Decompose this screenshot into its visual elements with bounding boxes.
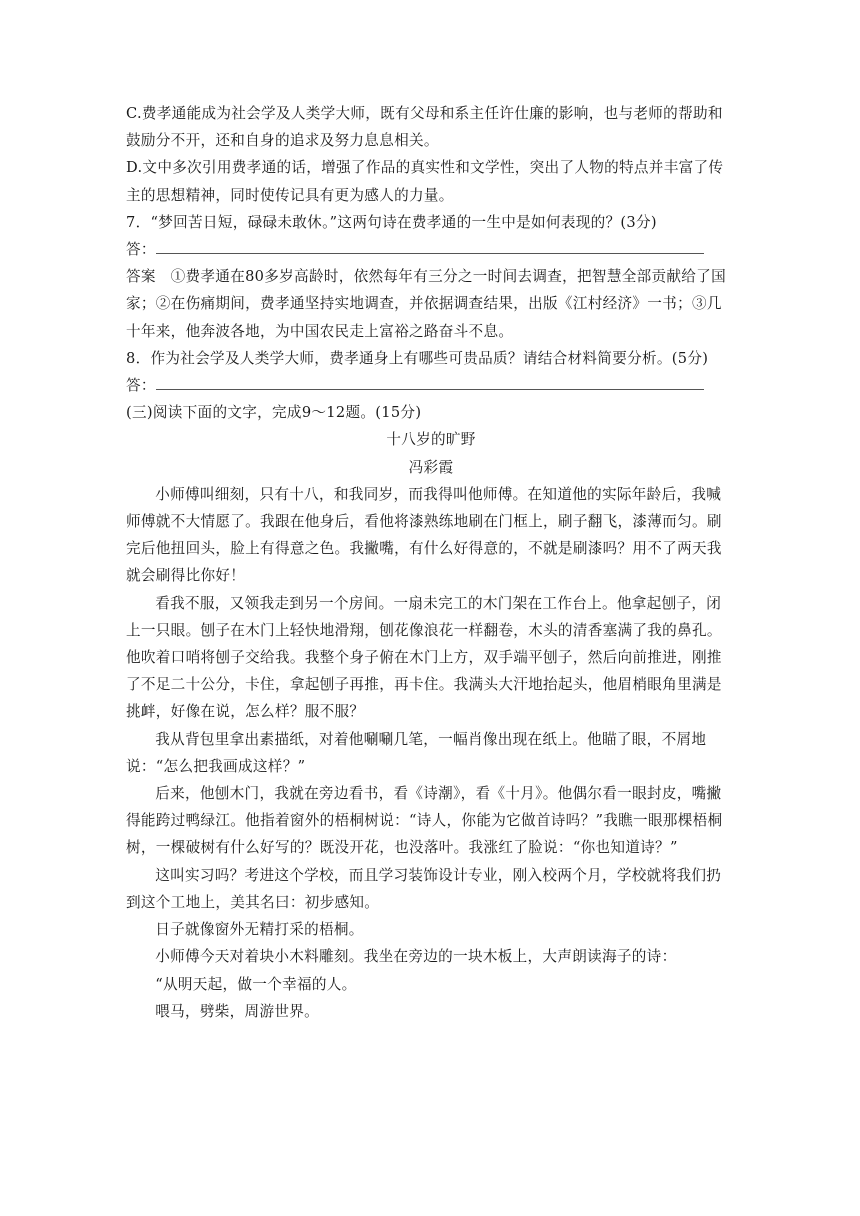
passage-paragraph: 看我不服，又领我走到另一个房间。一扇未完工的木门架在工作台上。他拿起刨子，闭上一只眼。刨子在木门上轻快地滑翔，刨花像浪花一样翻卷，木头的清香塞满了我的鼻孔。他吹着口哨将刨子交给我。我整个身子俯在木门上方，双手端平刨子，然后向前推进，刚推了不足二十公分，卡住，拿起刨子再推，再卡住。我满头大汗地抬起头，他眉梢眼角里满是挑衅，好像在说，怎么样？服不服？ (126, 594, 722, 721)
answer-key-7 (126, 263, 736, 345)
question-8: 8．作为社会学及人类学大师，费孝通身上有哪些可贵品质？请结合材料简要分析。(5分) (126, 349, 709, 367)
passage-paragraph: 小师傅叫细刻，只有十八，和我同岁，而我得叫他师傅。在知道他的实际年龄后，我喊师傅就不大情愿了。我跟在他身后，看他将漆熟练地刷在门框上，刷子翻飞，漆薄而匀。刷完后他扭回头，脸上有得意之色。我撇嘴，有什么好得意的，不就是刷漆吗？用不了两天我就会刷得比你好！ (126, 485, 722, 585)
answer-prefix: 答： (126, 377, 156, 395)
answer-blank[interactable] (156, 375, 704, 390)
passage-paragraph: 我从背包里拿出素描纸，对着他唰唰几笔，一幅肖像出现在纸上。他瞄了眼，不屑地说：“怎么把我画成这样？” (126, 730, 707, 775)
answer-key-text: ①费孝通在80多岁高龄时，依然每年有三分之一时间去调查，把智慧全部贡献给了国家；②在伤痛期间，费孝通坚持实地调查，并依据调查结果，出版《江村经济》一书；③几十年来，他奔波各地，为中国农民走上富裕之路奋斗不息。 (126, 268, 726, 340)
passage-paragraph: 小师傅今天对着块小木料雕刻。我坐在旁边的一块木板上，大声朗读海子的诗： (155, 948, 677, 966)
poem-line: “从明天起，做一个幸福的人。 (155, 975, 357, 993)
passage-author: 冯彩霞 (408, 458, 454, 476)
passage-paragraph: 这叫实习吗？考进这个学校，而且学习装饰设计专业，刚入校两个月，学校就将我们扔到这个工地上，美其名曰：初步感知。 (126, 866, 722, 911)
poem-line: 喂马，劈柴，周游世界。 (155, 1002, 320, 1020)
answer-line-7[interactable] (126, 236, 736, 263)
option-c: C.费孝通能成为社会学及人类学大师，既有父母和系主任许仕廉的影响，也与老师的帮助和鼓励分不开，还和自身的追求及努力息息相关。 (126, 105, 723, 150)
passage-title: 十八岁的旷野 (386, 431, 476, 449)
page-content (126, 100, 736, 1025)
passage-paragraph: 日子就像窗外无精打采的梧桐。 (155, 921, 364, 939)
passage-paragraph: 后来，他刨木门，我就在旁边看书，看《诗潮》，看《十月》。他偶尔看一眼封皮，嘴撇得能跨过鸭绿江。他指着窗外的梧桐树说：“诗人，你能为它做首诗吗？”我瞧一眼那棵梧桐树，一棵破树有什么好写的？既没开花，也没落叶。我涨红了脸说：“你也知道诗？” (126, 785, 723, 857)
answer-prefix: 答： (126, 241, 156, 259)
option-d: D.文中多次引用费孝通的话，增强了作品的真实性和文学性，突出了人物的特点并丰富了传主的思想精神，同时使传记具有更为感人的力量。 (126, 159, 724, 204)
section-instruction: (三)阅读下面的文字，完成9～12题。(15分) (126, 404, 422, 422)
answer-line-8[interactable] (126, 372, 736, 399)
question-7: 7．“梦回苦日短，碌碌未敢休。”这两句诗在费孝通的一生中是如何表现的？(3分) (126, 213, 657, 231)
answer-key-label: 答案 (126, 268, 156, 286)
answer-blank[interactable] (156, 239, 704, 254)
